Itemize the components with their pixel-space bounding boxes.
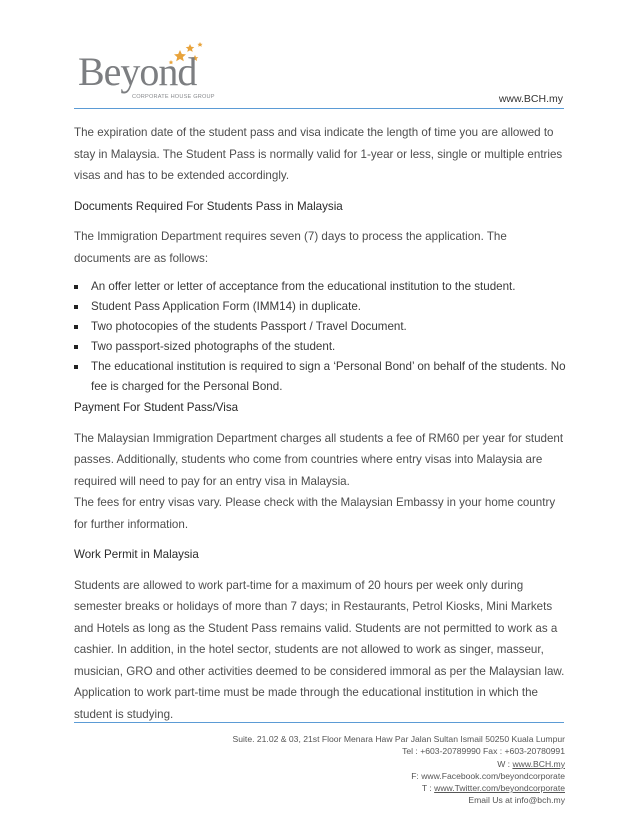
list-item: Two passport-sized photographs of the student. [74,337,566,357]
logo-subtitle: CORPORATE HOUSE GROUP [132,94,215,100]
list-item: An offer letter or letter of acceptance from the educational institution to the student. [74,277,566,297]
list-item: The educational institution is required to sign a ‘Personal Bond’ on behalf of the students. No fee is charged for the Personal Bond. [74,357,566,397]
bullet-icon [74,365,78,369]
payment-paragraph: The Malaysian Immigration Department charges all students a fee of RM60 per year for student passes. Additionally, students who come from countries where entry visas into Malaysia are required will need to pay for an entry visa in Malaysia. [74,431,564,488]
footer-email[interactable]: Email Us at info@bch.my [468,795,565,806]
footer-twitter-row: T : www.Twitter.com/beyondcorporate [421,783,565,794]
documents-list [74,277,566,397]
header-divider [74,108,564,109]
work-permit-heading: Work Permit in Malaysia [74,548,199,561]
bullet-icon [74,325,78,329]
company-logo [74,42,234,104]
footer-facebook[interactable]: F: www.Facebook.com/beyondcorporate [411,770,565,781]
bullet-icon [74,305,78,309]
documents-heading: Documents Required For Students Pass in Malaysia [74,199,343,213]
footer-address: Suite. 21.02 & 03, 21st Floor Menara Haw Par Jalan Sultan Ismail 50250 Kuala Lumpur [232,734,565,744]
logo-wordmark: Beyond [78,49,197,94]
footer-web-link[interactable]: www.BCH.my [512,758,565,769]
list-item: Student Pass Application Form (IMM14) in duplicate. [74,297,566,317]
list-item: Two photocopies of the students Passport / Travel Document. [74,317,566,337]
documents-intro: The Immigration Department requires seven (7) days to process the application. The documents are as follows: [74,230,507,265]
payment-paragraph-2: The fees for entry visas vary. Please check with the Malaysian Embassy in your home country for further information. [74,496,556,531]
work-permit-paragraph: Students are allowed to work part-time for a maximum of 20 hours per week only during semester breaks or holidays of more than 7 days; in Restaurants, Petrol Kiosks, Mini Markets and Hotels as long as the Student Pass remains valid. Students are not permitted to work as a cashier. In addition, in the hotel sector, students are not allowed to work as singer, masseur, musician, GRO and other activities deemed to be considered immoral as per the Malaysian law. Application to work part-time must be made through the educational institution in which the student is studying. [74,578,565,721]
footer-phone: Tel : +603-20789990 Fax : +603-20780991 [402,746,565,757]
footer-divider [74,722,564,723]
document-body [74,122,566,725]
footer-twitter-link[interactable]: www.Twitter.com/beyondcorporate [434,783,565,794]
intro-paragraph: The expiration date of the student pass and visa indicate the length of time you are allowed to stay in Malaysia. The Student Pass is normally valid for 1-year or less, single or multiple entries visas and has to be extended accordingly. [74,126,563,182]
footer-web-row: W : www.BCH.my [497,758,565,769]
bullet-icon [74,345,78,349]
header-website[interactable]: www.BCH.my [498,93,563,105]
payment-heading: Payment For Student Pass/Visa [74,401,239,414]
bullet-icon [74,285,78,289]
footer-contact [233,733,565,807]
